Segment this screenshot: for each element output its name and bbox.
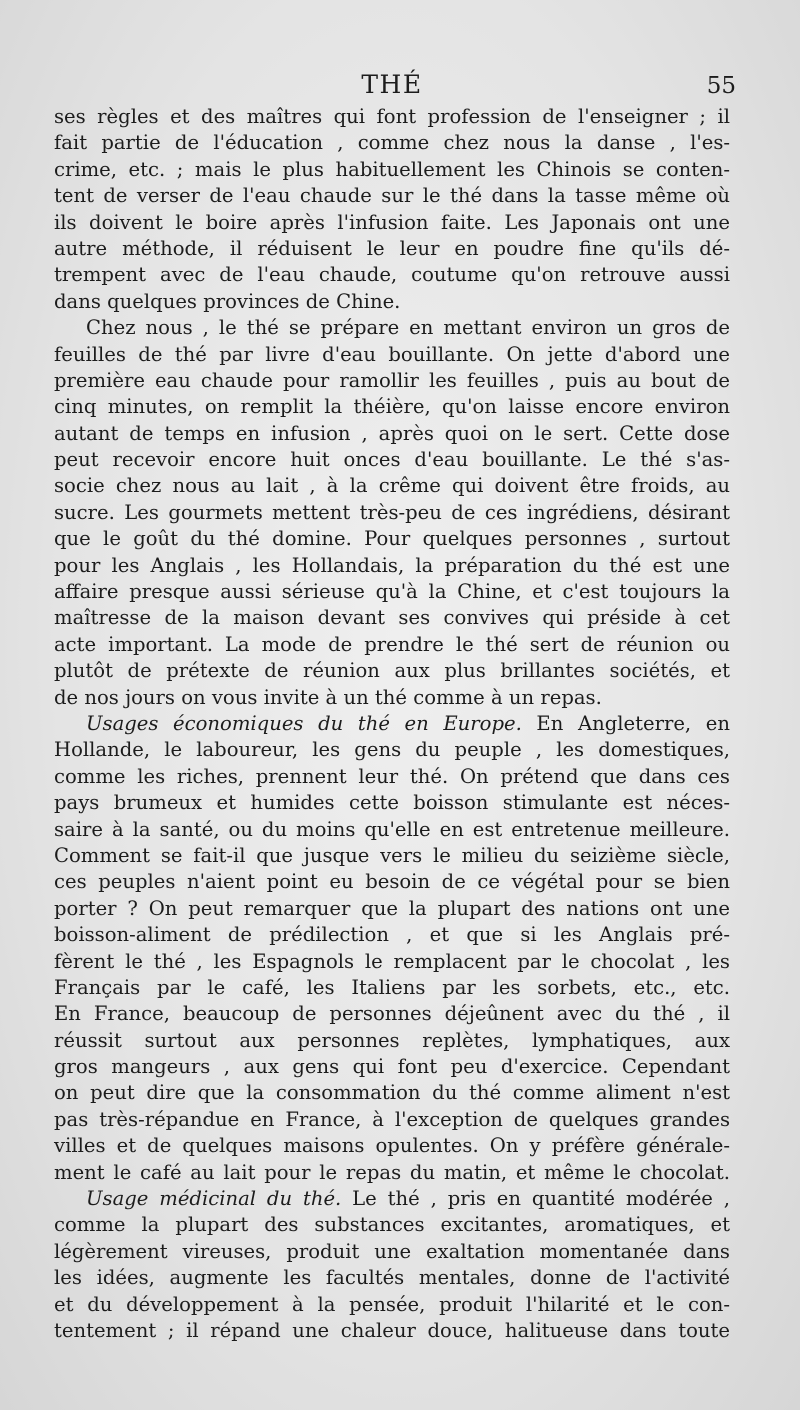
text-line: première eau chaude pour ramollir les feuilles , puis au bout de: [54, 368, 730, 392]
text-line: tentement ; il répand une chaleur douce, halitueuse dans toute: [54, 1318, 730, 1342]
text-run: Le thé , pris en quantité modérée ,: [341, 1187, 730, 1211]
text-line: En France, beaucoup de personnes déjeûnent avec du thé , il: [54, 1002, 730, 1026]
text-line: on peut dire que la consommation du thé comme aliment n'est: [54, 1081, 730, 1105]
text-line: Français par le café, les Italiens par les sorbets, etc., etc.: [54, 975, 730, 999]
text-line: que le goût du thé domine. Pour quelques personnes , surtout: [54, 527, 730, 551]
text-line: plutôt de prétexte de réunion aux plus brillantes sociétés, et: [54, 659, 730, 683]
section-heading-medicinal-use: Usage médicinal du thé.: [86, 1187, 342, 1211]
text-line: affaire presque aussi sérieuse qu'à la Chine, et c'est toujours la: [54, 580, 730, 604]
text-line: boisson-aliment de prédilection , et que si les Anglais pré-: [54, 923, 730, 947]
text-line: [54, 711, 730, 737]
text-line: sucre. Les gourmets mettent très-peu de ces ingrédiens, désirant: [54, 500, 730, 524]
text-line: acte important. La mode de prendre le thé sert de réunion ou: [54, 632, 730, 656]
page-number: 55: [706, 73, 736, 99]
text-line: ces peuples n'aient point eu besoin de ce végétal pour se bien: [54, 870, 730, 894]
text-line: Comment se fait-il que jusque vers le milieu du seizième siècle,: [54, 843, 730, 867]
text-line: ils doivent le boire après l'infusion faite. Les Japonais ont une: [54, 210, 730, 234]
text-line: saire à la santé, ou du moins qu'elle en est entretenue meilleure.: [54, 817, 730, 841]
running-title: THÉ: [361, 70, 423, 99]
text-line: de nos jours on vous invite à un thé comme à un repas.: [54, 685, 602, 709]
text-line: crime, etc. ; mais le plus habituellement les Chinois se conten-: [54, 157, 730, 181]
text-line: ment le café au lait pour le repas du matin, et même le chocolat.: [54, 1160, 730, 1184]
text-line: pour les Anglais , les Hollandais, la préparation du thé est une: [54, 553, 730, 577]
text-line: peut recevoir encore huit onces d'eau bouillante. Le thé s'as-: [54, 448, 730, 472]
text-line: villes et de quelques maisons opulentes. On y préfère générale-: [54, 1134, 730, 1158]
text-line: comme la plupart des substances excitantes, aromatiques, et: [54, 1213, 730, 1237]
text-line: pays brumeux et humides cette boisson stimulante est néces-: [54, 791, 730, 815]
text-line: socie chez nous au lait , à la crême qui doivent être froids, au: [54, 474, 730, 498]
text-line: porter ? On peut remarquer que la plupart des nations ont une: [54, 896, 730, 920]
text-line: fèrent le thé , les Espagnols le remplacent par le chocolat , les: [54, 949, 730, 973]
text-line: les idées, augmente les facultés mentales, donne de l'activité: [54, 1266, 730, 1290]
body-text: [54, 104, 730, 1344]
text-line: gros mangeurs , aux gens qui font peu d'exercice. Cependant: [54, 1055, 730, 1079]
text-line: maîtresse de la maison devant ses convives qui préside à cet: [54, 606, 730, 630]
section-heading-economic-uses: Usages économiques du thé en Europe.: [86, 711, 522, 735]
text-line: autant de temps en infusion , après quoi on le sert. Cette dose: [54, 421, 730, 445]
text-line: et du développement à la pensée, produit l'hilarité et le con-: [54, 1292, 730, 1316]
text-line: feuilles de thé par livre d'eau bouillante. On jette d'abord une: [54, 342, 730, 366]
text-line: réussit surtout aux personnes replètes, lymphatiques, aux: [54, 1028, 730, 1052]
text-line: dans quelques provinces de Chine.: [54, 289, 401, 313]
text-line: comme les riches, prennent leur thé. On prétend que dans ces: [54, 764, 730, 788]
text-line: [54, 1186, 730, 1212]
text-line: pas très-répandue en France, à l'exception de quelques grandes: [54, 1107, 730, 1131]
text-line: ses règles et des maîtres qui font profession de l'enseigner ; il: [54, 105, 730, 128]
text-line: Chez nous , le thé se prépare en mettant environ un gros de: [86, 316, 730, 340]
text-line: trempent avec de l'eau chaude, coutume qu'on retrouve aussi: [54, 263, 730, 287]
text-run: En Angleterre, en: [521, 711, 730, 735]
text-line: fait partie de l'éducation , comme chez nous la danse , l'es-: [54, 131, 730, 155]
text-line: légèrement vireuses, produit une exaltation momentanée dans: [54, 1239, 730, 1263]
text-line: cinq minutes, on remplit la théière, qu'on laisse encore environ: [54, 395, 730, 419]
text-line: autre méthode, il réduisent le leur en poudre fine qu'ils dé-: [54, 236, 730, 260]
text-line: Hollande, le laboureur, les gens du peuple , les domestiques,: [54, 738, 730, 762]
text-line: tent de verser de l'eau chaude sur le thé dans la tasse même où: [54, 184, 730, 208]
